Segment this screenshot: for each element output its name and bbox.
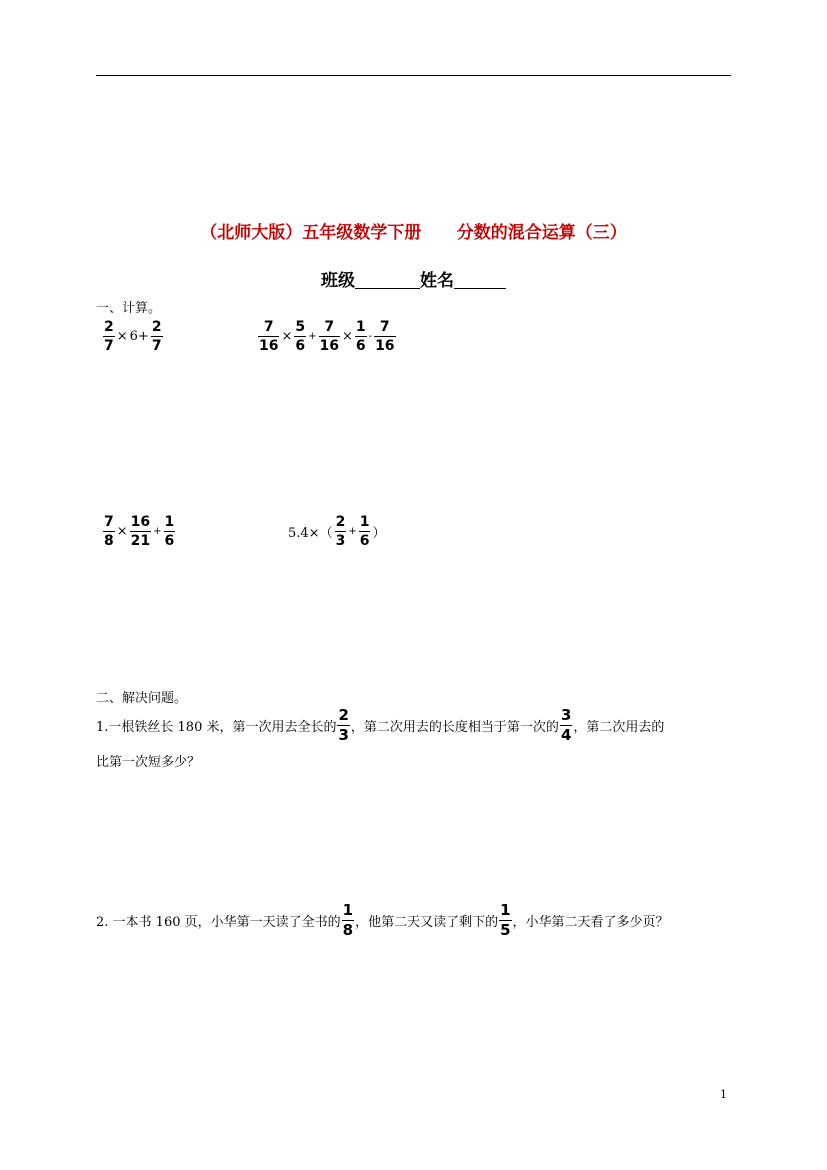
problem-text: 1.一根铁丝长 180 米，第一次用去全长的 [96,720,337,735]
minus-sign: - [368,331,373,342]
fraction: $\frac{2}{7}$ [104,319,114,354]
fraction: $\frac{7}{16}$ [259,319,279,354]
problem-line [96,903,736,938]
problem-text: ，第二次用去的长度相当于第一次的 [350,720,559,735]
plus-sign: + [308,331,317,342]
class-blank[interactable] [355,270,420,289]
fraction: $\frac{2}{3}$ [338,706,349,744]
fraction: $\frac{5}{6}$ [295,319,306,354]
times-sign: × [116,329,128,344]
problem-line [96,708,736,743]
fraction: $\frac{1}{5}$ [500,901,511,939]
fraction: $\frac{7}{8}$ [104,514,114,549]
expr-text: ） [372,526,386,541]
problem-text: ，小华第二天看了多少页？ [512,915,669,930]
header-rule [96,75,731,76]
expr-text: 5.4×（ [288,526,333,541]
name-label: 姓名 [420,271,454,291]
calc-expression-3 [102,515,176,548]
problem-text: ，他第二天又读了剩下的 [355,915,499,930]
name-blank[interactable] [454,270,506,289]
fraction: $\frac{1}{6}$ [359,514,370,549]
plus-sign: + [348,526,357,537]
fraction: $\frac{3}{4}$ [560,706,572,744]
expr-text: 6+ [129,329,149,344]
page-number: 1 [720,1088,727,1101]
plus-sign: + [153,526,162,537]
problem-text: 2. 一本书 160 页，小华第一天读了全书的 [96,915,341,930]
section-calc-heading: 一、计算。 [96,301,162,316]
calc-expression-1 [102,320,164,353]
fraction: $\frac{2}{3}$ [335,514,346,549]
problem-text: ，第二次用去的 [573,720,665,735]
fraction: $\frac{1}{8}$ [342,901,354,939]
times-sign: × [281,329,293,344]
class-name-line [0,266,827,291]
word-problem-1 [96,708,736,770]
fraction: $\frac{16}{21}$ [130,514,151,549]
fraction: $\frac{7}{16}$ [319,319,340,354]
times-sign: × [342,329,353,344]
fraction: $\frac{1}{6}$ [164,514,175,549]
times-sign: × [116,524,128,539]
fraction: $\frac{1}{6}$ [355,319,366,354]
fraction: $\frac{7}{16}$ [375,319,395,354]
class-label: 班级 [321,271,355,291]
fraction: $\frac{2}{7}$ [151,319,162,354]
section-problems-heading: 二、解决问题。 [96,691,188,706]
page-title: （北师大版）五年级数学下册 分数的混合运算（三） [200,223,627,243]
word-problem-2 [96,903,736,938]
problem-text: 比第一次短多少？ [96,755,201,770]
calc-expression-4 [287,515,386,548]
calc-expression-2 [257,320,397,353]
